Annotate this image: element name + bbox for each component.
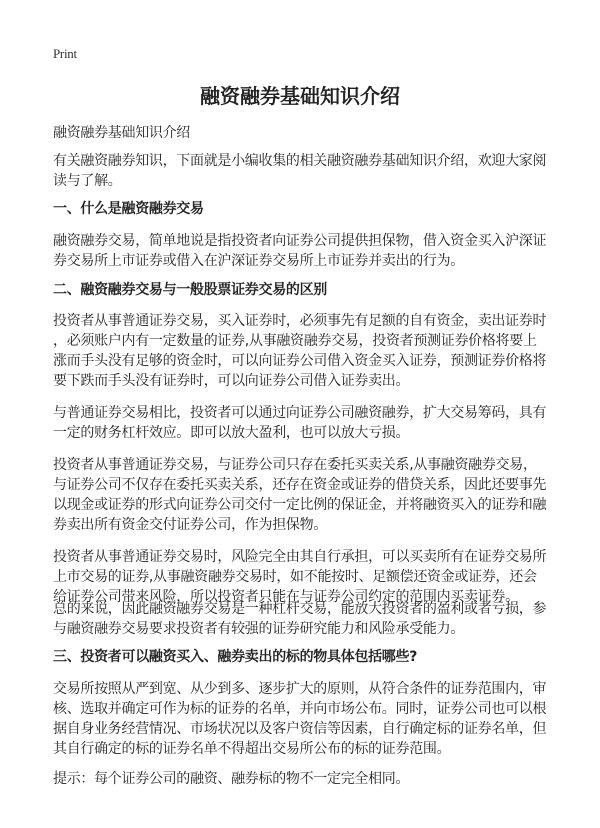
text-line: 核、选取并确定可作为标的证券的名单，并向市场公布。同时，证券公司也可以根 bbox=[53, 701, 547, 717]
text-line: ，必须账户内有一定数量的证券,从事融资融券交易，投资者预测证券价格将要上 bbox=[53, 333, 537, 349]
paragraph bbox=[53, 547, 563, 607]
paragraph bbox=[53, 679, 563, 759]
text-line: 要下跌而手头没有证券时，可以向证券公司借入证券卖出。 bbox=[53, 373, 410, 389]
text-line: 券交易所上市证券或借入在沪深证券交易所上市证券并卖出的行为。 bbox=[53, 253, 464, 269]
section-heading-3: 三、投资者可以融资买入、融券卖出的标的物具体包括哪些? bbox=[53, 649, 418, 665]
text-line: 涨而手头没有足够的资金时，可以向证券公司借入资金买入证券，预测证券价格将 bbox=[53, 353, 547, 369]
text-line: 以现金或证券的形式向证券公司交付一定比例的保证金，并将融资买入的证券和融 bbox=[53, 497, 547, 513]
section-heading-2: 二、融资融券交易与一般股票证券交易的区别 bbox=[53, 282, 327, 298]
paragraph bbox=[53, 455, 563, 535]
text-line: 与证券公司不仅存在委托买卖关系，还存在资金或证券的借贷关系，因此还要事先 bbox=[53, 477, 547, 493]
text-line: 有关融资融券知识，下面就是小编收集的相关融资融券基础知识介绍，欢迎大家阅 bbox=[53, 153, 547, 169]
section-heading-1: 一、什么是融资融券交易 bbox=[53, 201, 204, 217]
text-line: 与普通证券交易相比，投资者可以通过向证券公司融资融券，扩大交易筹码，具有 bbox=[53, 405, 547, 421]
text-line: 提示：每个证券公司的融资、融券标的物不一定完全相同。 bbox=[53, 771, 410, 787]
text-line: 投资者从事普通证券交易，买入证券时，必须事先有足额的自有资金，卖出证券时 bbox=[53, 313, 547, 329]
text-line: 一定的财务杠杆效应。即可以放大盈利，也可以放大亏损。 bbox=[53, 425, 410, 441]
text-line: 据自身业务经营情况、市场状况以及客户资信等因素，自行确定标的证券名单，但 bbox=[53, 721, 547, 737]
text-line: 其自行确定的标的证券名单不得超出交易所公布的标的证券范围。 bbox=[53, 741, 451, 757]
text-line: 融资融券交易，简单地说是指投资者向证券公司提供担保物，借入资金买入沪深证 bbox=[53, 233, 547, 249]
print-link[interactable]: Print bbox=[53, 46, 77, 61]
paragraph bbox=[53, 231, 563, 271]
text-line: 投资者从事普通证券交易时，风险完全由其自行承担，可以买卖所有在证券交易所 bbox=[53, 549, 547, 565]
text-line: 券卖出所有资金交付证券公司，作为担保物。 bbox=[53, 517, 327, 533]
text-line: 读与了解。 bbox=[53, 173, 122, 189]
text-line: 上市交易的证券,从事融资融券交易时，如不能按时、足额偿还资金或证券，还会 bbox=[53, 569, 537, 585]
text-line: 投资者从事普通证券交易，与证券公司只存在委托买卖关系,从事融资融券交易， bbox=[53, 457, 537, 473]
text-line: 与融资融券交易要求投资者有较强的证券研究能力和风险承受能力。 bbox=[53, 621, 464, 637]
paragraph bbox=[53, 311, 563, 391]
intro-paragraph bbox=[53, 151, 563, 191]
text-line: 给证券公司带来风险，所以投资者只能在与证券公司约定的范围内买卖证券。 bbox=[53, 589, 519, 605]
paragraph bbox=[53, 599, 563, 639]
subtitle: 融资融券基础知识介绍 bbox=[53, 125, 190, 141]
text-line: 交易所按照从严到宽、从少到多、逐步扩大的原则，从符合条件的证券范围内，审 bbox=[53, 681, 547, 697]
tip-paragraph bbox=[53, 769, 563, 789]
paragraph bbox=[53, 403, 563, 443]
text-line: 总的来说，因此融资融券交易是一种杠杆交易，能放大投资者的盈利或者亏损，参 bbox=[53, 601, 547, 617]
page-title: 融资融券基础知识介绍 bbox=[200, 84, 400, 108]
